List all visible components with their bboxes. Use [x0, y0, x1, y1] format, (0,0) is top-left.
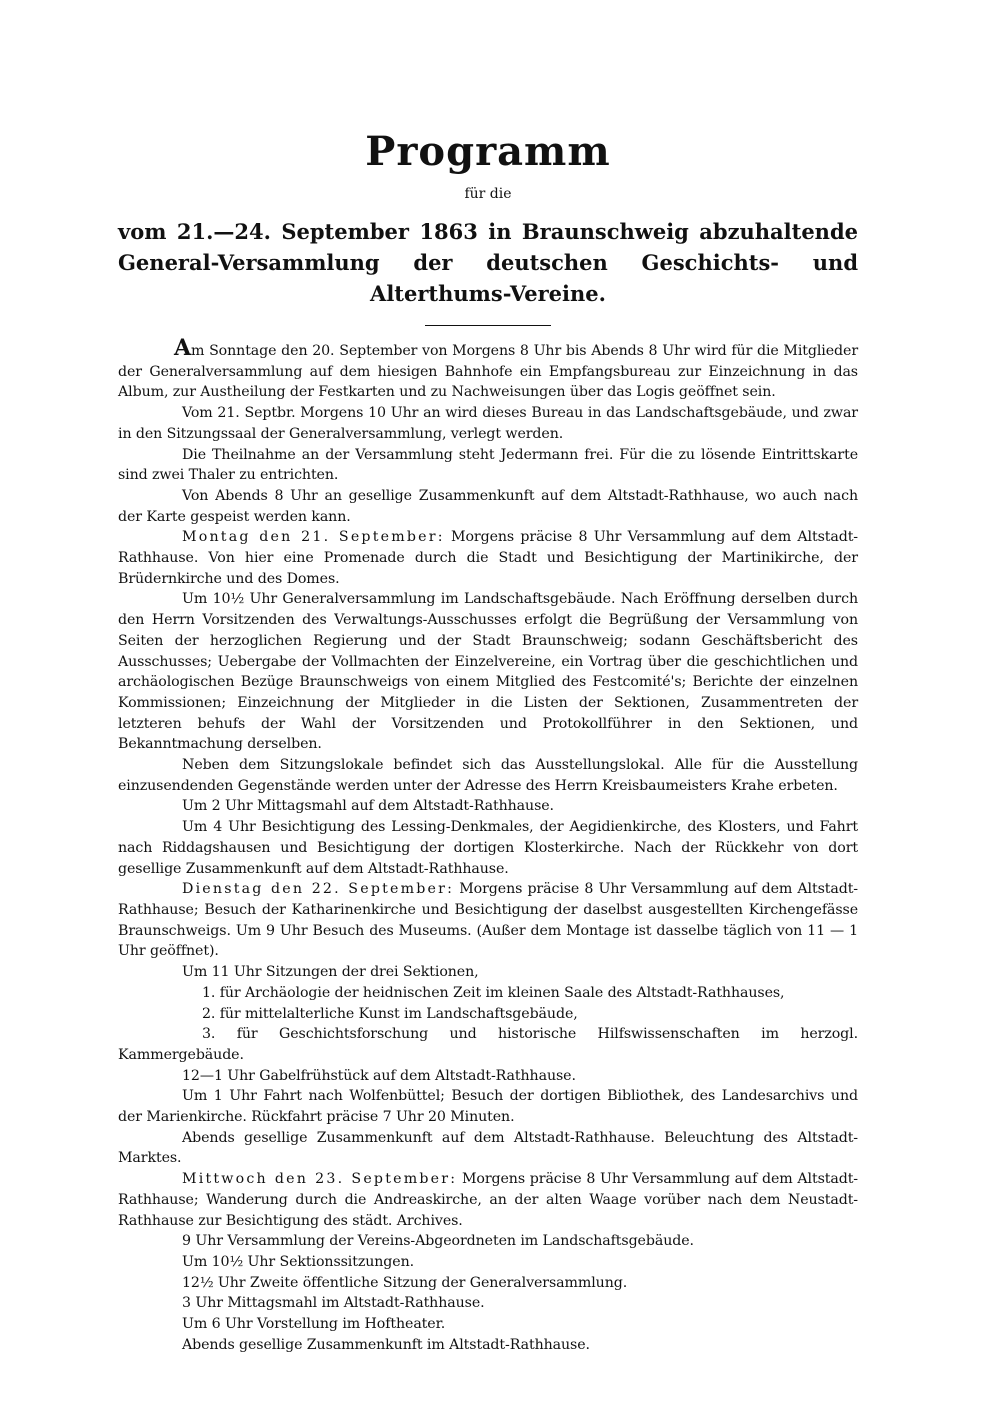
paragraph [118, 1169, 858, 1231]
paragraph-text: m Sonntage den 20. September von Morgens 8 Uhr bis Abends 8 Uhr wird für die Mitglieder der Generalversammlung auf dem hiesigen Bahnhofe ein Empfangsbureau zur Einzeichnung in das Album, zur Austheilung der Festkarten und zu Nachweisungen über das Logis geöffnet sein. [118, 343, 858, 401]
page-subtitle: vom 21.—24. September 1863 in Braunschweig abzuhaltende General-Versammlung der deutschen Geschichts- und Alterthums-Vereine. [118, 219, 858, 306]
paragraph: Von Abends 8 Uhr an gesellige Zusammenkunft auf dem Altstadt-Rathhause, wo auch nach der Karte gespeist werden kann. [118, 487, 858, 525]
paragraph-text: Morgens präcise 8 Uhr Versammlung auf dem Altstadt-Rathhause; Wanderung durch die Andreaskirche, an der alten Waage vorüber nach dem Neustadt-Rathhause zur Besichtigung des städt. Archives. [118, 1171, 858, 1229]
list-item: 2. für mittelalterliche Kunst im Landschaftsgebäude, [202, 1005, 578, 1022]
paragraph: Neben dem Sitzungslokale befindet sich das Ausstellungslokal. Alle für die Ausstellung einzusendenden Gegenstände werden unter der Adresse des Herrn Kreisbaumeisters Krahe erbeten. [118, 757, 858, 794]
paragraph: 9 Uhr Versammlung der Vereins-Abgeordneten im Landschaftsgebäude. [182, 1233, 694, 1250]
paragraph: Abends gesellige Zusammenkunft auf dem Altstadt-Rathhause. Beleuchtung des Altstadt-Marktes. [118, 1129, 858, 1167]
paragraph: Um 11 Uhr Sitzungen der drei Sektionen, [182, 964, 479, 981]
paragraph: Die Theilnahme an der Versammlung steht Jedermann frei. Für die zu lösende Eintrittskarte sind zwei Thaler zu entrichten. [118, 446, 858, 484]
day-heading: Montag den 21. September: [182, 529, 445, 546]
paragraph: 12½ Uhr Zweite öffentliche Sitzung der Generalversammlung. [182, 1274, 628, 1291]
title-connector: für die [464, 186, 512, 202]
paragraph [118, 527, 858, 589]
paragraph-text: Morgens präcise 8 Uhr Versammlung auf dem Altstadt-Rathhause. Von hier eine Promenade durch die Stadt und Besichtigung der Martinikirche, der Brüdernkirche und des Domes. [118, 529, 858, 587]
paragraph [118, 335, 858, 403]
paragraph: Abends gesellige Zusammenkunft im Altstadt-Rathhause. [182, 1336, 590, 1353]
paragraph: Vom 21. Septbr. Morgens 10 Uhr an wird dieses Bureau in das Landschaftsgebäude, und zwar in den Sitzungssaal der Generalversammlung, verlegt werden. [118, 405, 858, 442]
day-heading: Mittwoch den 23. September: [182, 1171, 458, 1188]
paragraph: 12—1 Uhr Gabelfrühstück auf dem Altstadt-Rathhause. [182, 1067, 576, 1084]
paragraph: Um 4 Uhr Besichtigung des Lessing-Denkmales, der Aegidienkirche, des Klosters, und Fahrt nach Riddagshausen und Besichtigung der dortigen Klosterkirche. Nach der Rückkehr von dort gesellige Zusammenkunft auf dem Altstadt-Rathhause. [118, 819, 858, 877]
paragraph: Um 2 Uhr Mittagsmahl auf dem Altstadt-Rathhause. [182, 798, 554, 815]
day-heading: Dienstag den 22. September: [182, 881, 455, 898]
program-body [118, 335, 858, 1355]
drop-initial: A [174, 335, 191, 361]
paragraph: Um 10½ Uhr Sektionssitzungen. [182, 1253, 415, 1270]
paragraph: 3 Uhr Mittagsmahl im Altstadt-Rathhause. [182, 1295, 485, 1312]
paragraph [118, 879, 858, 962]
paragraph: Um 10½ Uhr Generalversammlung im Landschaftsgebäude. Nach Eröffnung derselben durch den Herrn Vorsitzenden des Verwaltungs-Ausschusses erfolgt die Begrüßung der Versammlung von Seiten der herzoglichen Regierung und der Stadt Braunschweig; sodann Geschäftsbericht des Ausschusses; Uebergabe der Vollmachten der Einzelvereine, ein Vortrag über die geschichtlichen und archäologischen Bezüge Braunschweigs von einem Mitglied des Festcomité's; Berichte der einzelnen Kommissionen; Einzeichnung der Mitglieder in die Listen der Sektionen, Zusammentreten der letzteren behufs der Wahl der Vorsitzenden und Protokollführer in den Sektionen, und Bekanntmachung derselben. [118, 591, 858, 753]
title-divider [425, 325, 551, 326]
page-title: Programm [365, 128, 611, 175]
list-item: 1. für Archäologie der heidnischen Zeit im kleinen Saale des Altstadt-Rathhauses, [202, 984, 785, 1001]
paragraph: Um 6 Uhr Vorstellung im Hoftheater. [182, 1316, 446, 1333]
list-item: 3. für Geschichtsforschung und historische Hilfswissenschaften im herzogl. Kammergebäude. [118, 1026, 858, 1063]
paragraph: Um 1 Uhr Fahrt nach Wolfenbüttel; Besuch der dortigen Bibliothek, des Landesarchivs und der Marienkirche. Rückfahrt präcise 7 Uhr 20 Minuten. [118, 1088, 858, 1126]
paragraph-text: Morgens präcise 8 Uhr Versammlung auf dem Altstadt-Rathhause; Besuch der Katharinenkirche und Besichtigung der daselbst ausgestellten Kirchengefässe Braunschweigs. Um 9 Uhr Besuch des Museums. (Außer dem Montage ist dasselbe täglich von 11 — 1 Uhr geöffnet). [118, 881, 858, 960]
